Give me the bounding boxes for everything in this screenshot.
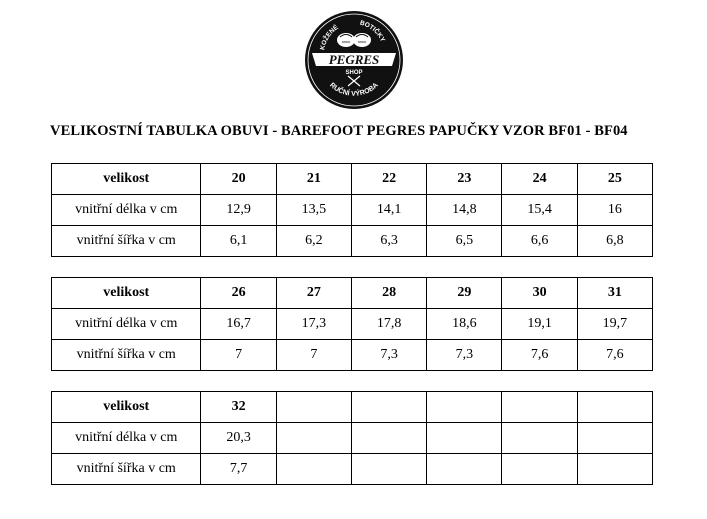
width-cell: 7,6 — [577, 340, 652, 371]
empty-cell — [577, 423, 652, 454]
row-label-size: velikost — [52, 278, 201, 309]
size-cell: 20 — [201, 164, 276, 195]
size-cell: 23 — [427, 164, 502, 195]
length-cell: 17,3 — [276, 309, 351, 340]
row-label-width: vnitřní šířka v cm — [52, 340, 201, 371]
length-cell: 20,3 — [201, 423, 276, 454]
width-cell: 6,6 — [502, 226, 577, 257]
logo-arc-text-left: KOŽENÉ — [319, 24, 340, 51]
empty-cell — [502, 392, 577, 423]
width-cell: 6,5 — [427, 226, 502, 257]
empty-cell — [577, 392, 652, 423]
row-label-length: vnitřní délka v cm — [52, 423, 201, 454]
length-row — [52, 195, 653, 226]
row-label-size: velikost — [52, 392, 201, 423]
size-cell: 31 — [577, 278, 652, 309]
size-row — [52, 278, 653, 309]
length-row — [52, 423, 653, 454]
width-cell: 6,8 — [577, 226, 652, 257]
empty-cell — [351, 392, 426, 423]
row-label-length: vnitřní délka v cm — [52, 195, 201, 226]
pegres-logo — [304, 10, 404, 110]
page-title: VELIKOSTNÍ TABULKA OBUVI - BAREFOOT PEGRES PAPUČKY VZOR BF01 - BF04 — [50, 123, 628, 139]
length-cell: 17,8 — [351, 309, 426, 340]
size-cell: 28 — [351, 278, 426, 309]
length-row — [52, 309, 653, 340]
length-cell: 15,4 — [502, 195, 577, 226]
width-row — [52, 340, 653, 371]
empty-cell — [427, 423, 502, 454]
length-cell: 19,1 — [502, 309, 577, 340]
width-cell: 7,7 — [201, 454, 276, 485]
length-cell: 18,6 — [427, 309, 502, 340]
length-cell: 14,8 — [427, 195, 502, 226]
size-table-2 — [51, 277, 653, 371]
row-label-size: velikost — [52, 164, 201, 195]
empty-cell — [427, 454, 502, 485]
size-table-1 — [51, 163, 653, 257]
size-cell: 25 — [577, 164, 652, 195]
length-cell: 16,7 — [201, 309, 276, 340]
width-cell: 7,3 — [351, 340, 426, 371]
logo-shop-text: SHOP — [345, 70, 363, 76]
size-cell: 29 — [427, 278, 502, 309]
empty-cell — [276, 454, 351, 485]
logo-arc-text-right: BOTIČKY — [359, 19, 387, 44]
logo-brand-text: PEGRES — [328, 52, 380, 67]
size-cell: 32 — [201, 392, 276, 423]
empty-cell — [351, 454, 426, 485]
empty-cell — [276, 423, 351, 454]
empty-cell — [502, 454, 577, 485]
width-cell: 7,6 — [502, 340, 577, 371]
size-row — [52, 392, 653, 423]
size-cell: 26 — [201, 278, 276, 309]
empty-cell — [351, 423, 426, 454]
width-cell: 6,2 — [276, 226, 351, 257]
width-cell: 7,3 — [427, 340, 502, 371]
size-cell: 27 — [276, 278, 351, 309]
width-row — [52, 226, 653, 257]
width-cell: 7 — [201, 340, 276, 371]
length-cell: 12,9 — [201, 195, 276, 226]
length-cell: 19,7 — [577, 309, 652, 340]
length-cell: 13,5 — [276, 195, 351, 226]
size-cell: 24 — [502, 164, 577, 195]
row-label-width: vnitřní šířka v cm — [52, 226, 201, 257]
empty-cell — [502, 423, 577, 454]
size-cell: 30 — [502, 278, 577, 309]
width-cell: 7 — [276, 340, 351, 371]
empty-cell — [276, 392, 351, 423]
size-cell: 21 — [276, 164, 351, 195]
width-row — [52, 454, 653, 485]
row-label-width: vnitřní šířka v cm — [52, 454, 201, 485]
size-cell: 22 — [351, 164, 426, 195]
empty-cell — [577, 454, 652, 485]
row-label-length: vnitřní délka v cm — [52, 309, 201, 340]
size-row — [52, 164, 653, 195]
length-cell: 16 — [577, 195, 652, 226]
width-cell: 6,1 — [201, 226, 276, 257]
size-table-3 — [51, 391, 653, 485]
length-cell: 14,1 — [351, 195, 426, 226]
logo-arc-text-bottom: RUČNÍ VÝROBA — [328, 81, 380, 98]
width-cell: 6,3 — [351, 226, 426, 257]
empty-cell — [427, 392, 502, 423]
